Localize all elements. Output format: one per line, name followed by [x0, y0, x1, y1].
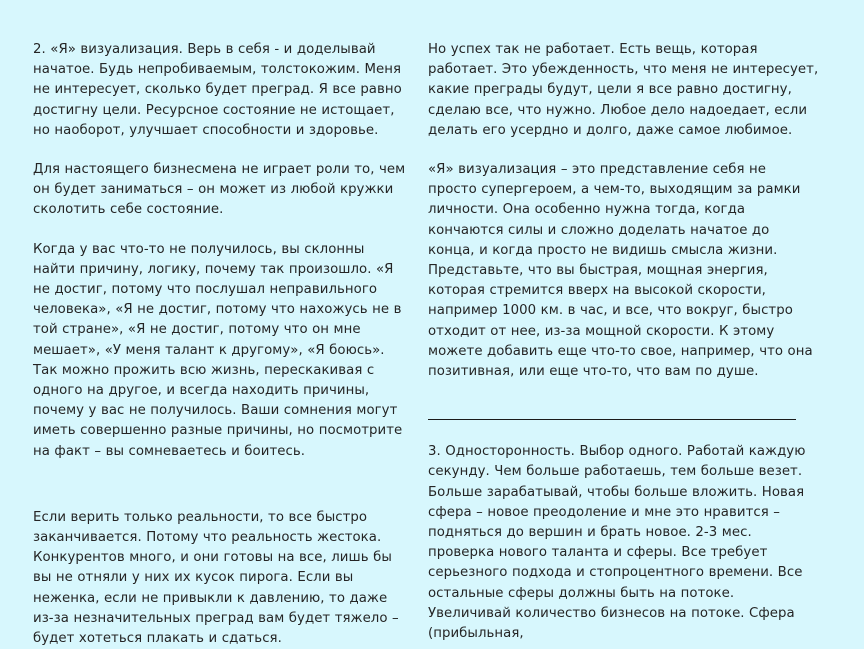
paragraph-visualization-intro: 2. «Я» визуализация. Верь в себя - и доделывай начатое. Будь непробиваемым, толстокожим. Меня не интересует, сколько будет преград. Я все равно достигну цели. Ресурсное состояние не истощает, но наоборот, улучшает способности и здоровье.	[33, 42, 402, 138]
left-text-column	[0, 40, 414, 649]
paragraph-one-sidedness: 3. Односторонность. Выбор одного. Работай каждую секунду. Чем больше работаешь, тем больше везет. Больше зарабатывай, чтобы больше вложить. Новая сфера – новое преодоление и мне это нравится – подняться до вершин и брать новое. 2-3 мес. проверка нового таланта и сферы. Все требует серьезного подхода и стопроцентного времени. Все остальные сферы должны быть на потоке. Увеличивай количество бизнесов на потоке. Сфера (прибыльная,	[428, 444, 806, 642]
paragraph-success-conviction: Но успех так не работает. Есть вещь, которая работает. Это убежденность, что меня не интересует, какие преграды будут, цели я все равно достигну, сделаю все, что нужно. Любое дело надоедает, если делать его усердно и долго, даже самое любимое.	[428, 42, 819, 138]
paragraph-excuses: Когда у вас что-то не получилось, вы склонны найти причину, логику, почему так произошло. «Я не достиг, потому что послушал неправильного человека», «Я не достиг, потому что нахожусь не в той стране», «Я не достиг, потому что он мне мешает», «У меня талант к другому», «Я боюсь». Так можно прожить всю жизнь, перескакивая с одного на другое, и всегда находить причины, почему у вас не получилось. Ваши сомнения могут иметь совершенно разные причины, но посмотрите на факт – вы сомневаетесь и боитесь.	[33, 241, 403, 459]
paragraph-visualization-definition: «Я» визуализация – это представление себя не просто супергероем, а чем-то, выходящим за рамки личности. Она особенно нужна тогда, когда кончаются силы и сложно доделать начатое до конца, и когда просто не видишь смысла жизни. Представьте, что вы быстрая, мощная энергия, которая стремится вверх на высокой скорости, например 1000 км. в час, и все, что вокруг, быстро отходит от нее, из-за мощной скорости. К этому можете добавить еще что-то свое, например, что она позитивная, или еще что-то, что вам по душе.	[428, 162, 813, 380]
right-text-column	[414, 40, 864, 644]
rule-spacer	[428, 401, 819, 419]
two-column-layout	[0, 40, 864, 649]
section-divider	[428, 419, 796, 420]
paragraph-businessman: Для настоящего бизнесмена не играет роли то, чем он будет заниматься – он может из любой кружки сколотить себе состояние.	[33, 162, 406, 218]
paragraph-reality: Если верить только реальности, то все быстро заканчивается. Потому что реальность жестока. Конкурентов много, и они готовы на все, лишь бы вы не отняли у них их кусок пирога. Если вы неженка, если не привыкли к давлению, то даже из-за незначительных преград вам будет тяжело – будет хотеться плакать и сдаться.	[33, 509, 399, 647]
